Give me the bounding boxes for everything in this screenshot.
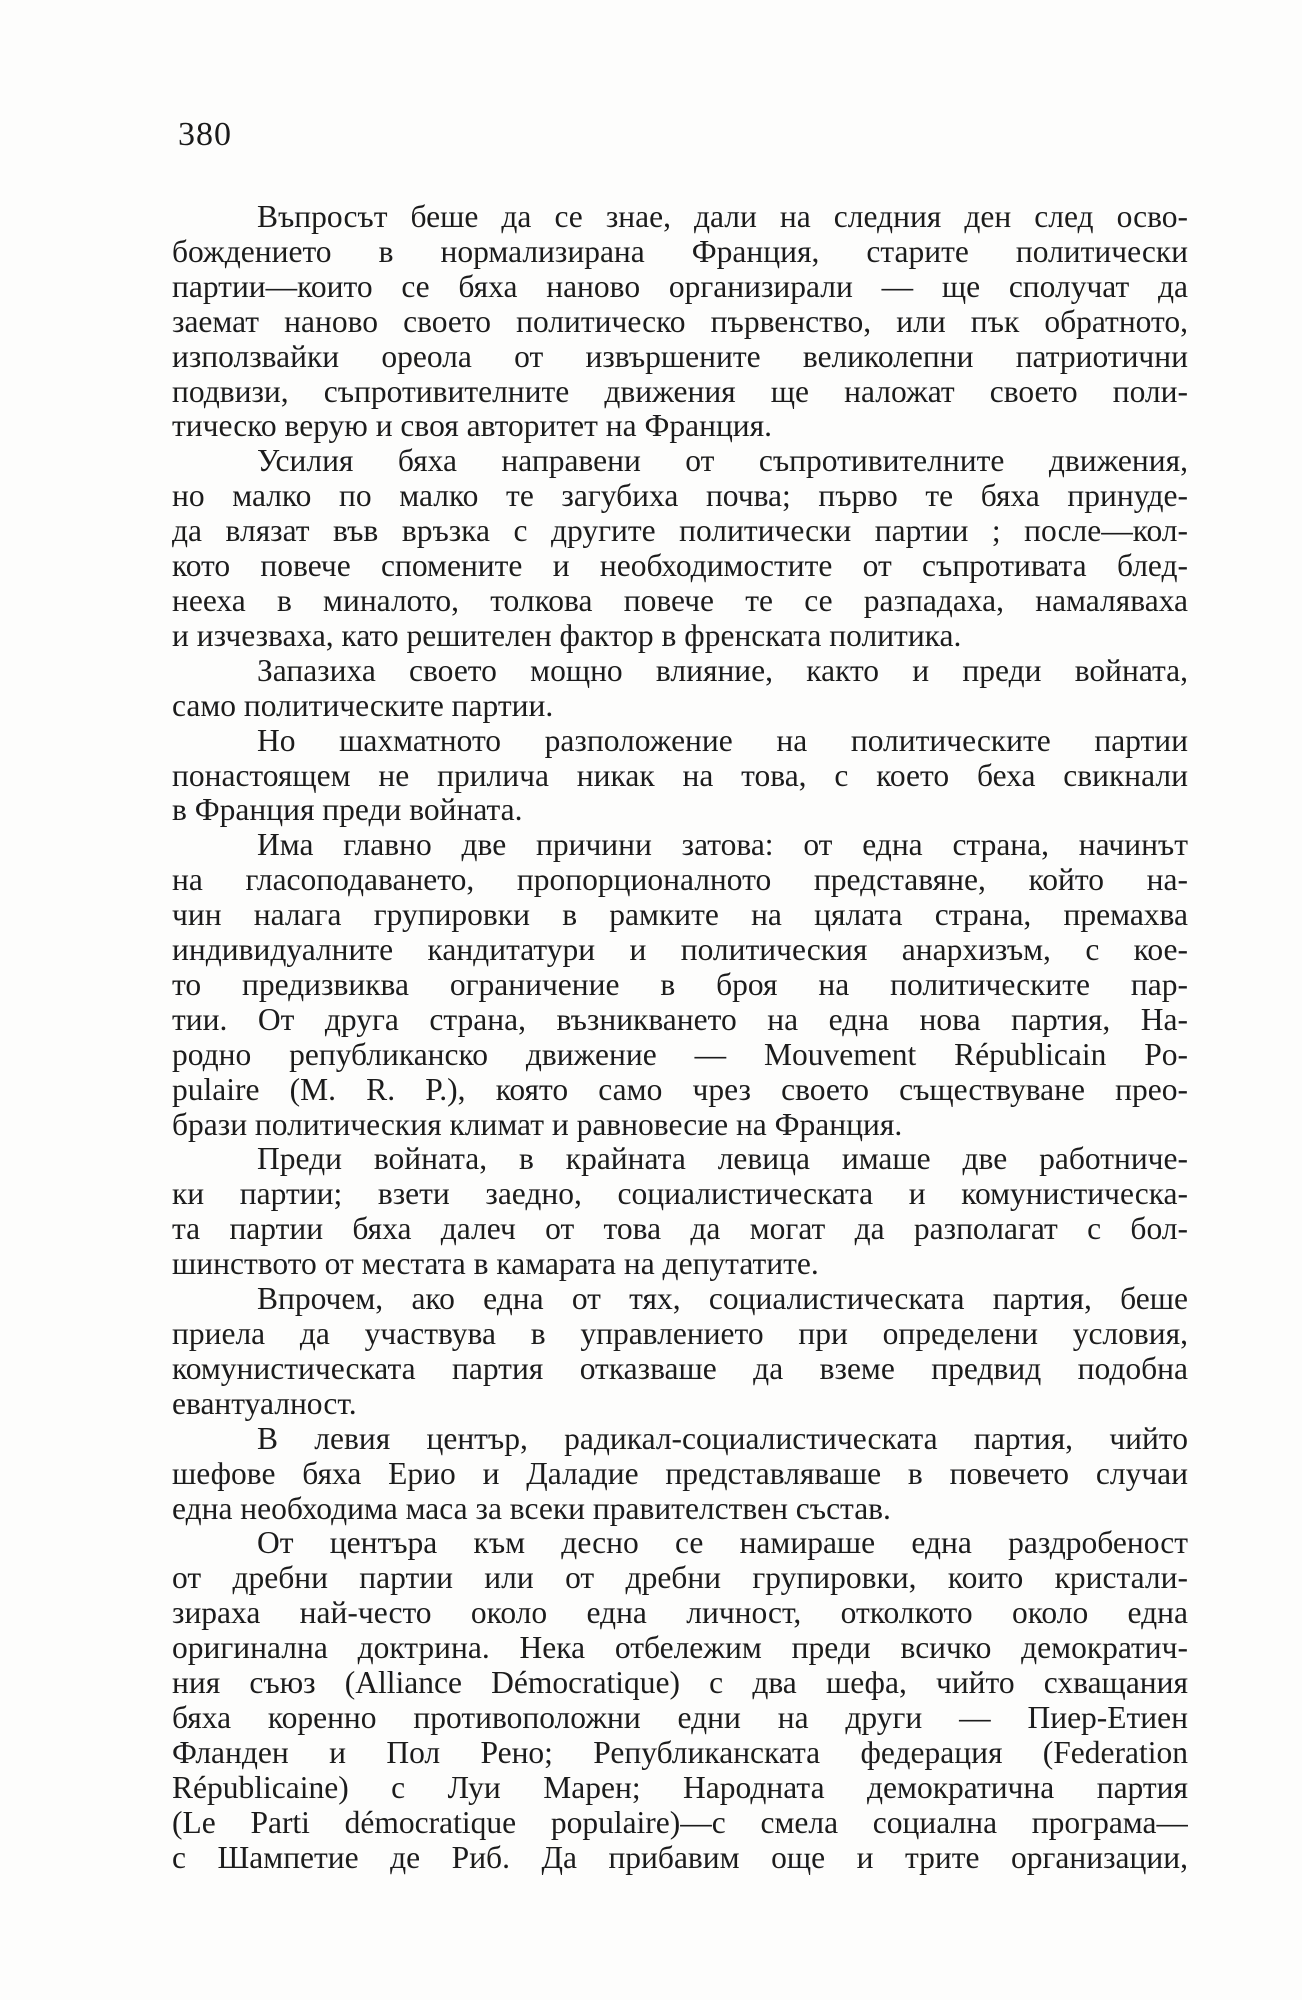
- text-line: родно републиканско движение — Mouvement Républicain Po-: [172, 1037, 1188, 1072]
- text-line: ния съюз (Alliance Démocratique) с два шефа, чийто схващания: [172, 1666, 1188, 1701]
- text-line: но малко по малко те загубиха почва; първо те бяха принуде-: [172, 479, 1188, 514]
- text-line: да влязат във връзка с другите политически партии ; после—кол-: [172, 514, 1188, 549]
- text-line: брази политическия климат и равновесие на Франция.: [172, 1107, 903, 1142]
- body-text: [172, 200, 1188, 1876]
- text-line: Преди войната, в крайната левица имаше две работниче-: [257, 1142, 1188, 1177]
- paragraph: [172, 654, 1188, 724]
- text-line: ки партии; взети заедно, социалистическата и комунистическа-: [172, 1177, 1188, 1212]
- paragraph: [172, 444, 1188, 653]
- text-line: Но шахматното разположение на политическите партии: [257, 723, 1188, 758]
- text-line: заемат наново своето политическо първенство, или пък обратното,: [172, 304, 1188, 339]
- text-line: та партии бяха далеч от това да могат да разполагат с бол-: [172, 1212, 1188, 1247]
- text-line: то предизвиква ограничение в броя на политическите пар-: [172, 967, 1188, 1002]
- text-line: и изчезваха, като решителен фактор в френската политика.: [172, 618, 962, 653]
- text-line: от дребни партии или от дребни групировки, които кристали-: [172, 1561, 1188, 1596]
- paragraph: [172, 1526, 1188, 1875]
- text-line: шинството от местата в камарата на депутатите.: [172, 1247, 819, 1282]
- page-number: 380: [178, 116, 232, 153]
- text-line: индивидуалните кандитатури и политическия анархизъм, с кое-: [172, 933, 1188, 968]
- text-line: нееха в миналото, толкова повече те се разпадаха, намаляваха: [172, 583, 1188, 618]
- text-line: Въпросът беше да се знае, дали на следния ден след осво-: [257, 200, 1188, 234]
- text-line: оригинална доктрина. Нека отбележим преди всичко демократич-: [172, 1631, 1188, 1666]
- text-line: бождението в нормализирана Франция, старите политически: [172, 234, 1188, 269]
- text-line: зираха най-често около една личност, отколкото около една: [172, 1596, 1188, 1631]
- text-line: тии. От друга страна, възникването на една нова партия, На-: [172, 1002, 1188, 1037]
- text-line: една необходима маса за всеки правителствен състав.: [172, 1491, 891, 1526]
- paragraph: [172, 724, 1188, 829]
- text-line: В левия център, радикал-социалистическата партия, чийто: [257, 1421, 1188, 1456]
- text-line: бяха коренно противоположни едни на други — Пиер-Етиен: [172, 1700, 1188, 1735]
- text-line: използвайки ореола от извършените великолепни патриотични: [172, 339, 1188, 374]
- text-line: подвизи, съпротивителните движения ще наложат своето поли-: [172, 374, 1188, 409]
- paragraph: [172, 1142, 1188, 1282]
- paragraph: [172, 200, 1188, 444]
- text-line: шефове бяха Ерио и Даладие представляваше в повечето случаи: [172, 1456, 1188, 1491]
- paragraph: [172, 1422, 1188, 1527]
- text-line: Усилия бяха направени от съпротивителните движения,: [257, 444, 1188, 479]
- text-line: на гласоподаването, пропорционалното представяне, който на-: [172, 863, 1188, 898]
- text-line: кото повече спомените и необходимостите от съпротивата блед-: [172, 549, 1188, 584]
- text-line: приела да участвува в управлението при определени условия,: [172, 1317, 1188, 1351]
- text-line: чин налага групировки в рамките на цялата страна, премахва: [172, 898, 1188, 933]
- text-line: комунистическата партия отказваше да вземе предвид подобна: [172, 1351, 1188, 1386]
- text-line: тическо верую и своя авторитет на Франция.: [172, 409, 773, 444]
- text-line: Républicaine) с Луи Марен; Народната демократична партия: [172, 1770, 1188, 1805]
- text-line: само политическите партии.: [172, 688, 554, 723]
- text-line: Запазиха своето мощно влияние, както и преди войната,: [257, 653, 1188, 688]
- text-line: Фланден и Пол Рено; Републиканската федерация (Federation: [172, 1735, 1188, 1770]
- paragraph: [172, 828, 1188, 1142]
- text-line: партии—които се бяха наново организирали — ще сполучат да: [172, 269, 1188, 304]
- text-line: Има главно две причини затова: от една страна, начинът: [257, 828, 1188, 863]
- text-line: в Франция преди войната.: [172, 793, 523, 828]
- text-line: (Le Parti démocratique populaire)—с смела социална програма—: [172, 1805, 1188, 1840]
- text-line: От центъра към десно се намираше една раздробеност: [257, 1526, 1188, 1561]
- paragraph: [172, 1282, 1188, 1422]
- text-line: Впрочем, ако една от тях, социалистическата партия, беше: [257, 1282, 1188, 1317]
- text-line: с Шампетие де Риб. Да прибавим още и трите организации,: [172, 1840, 1188, 1875]
- text-line: понастоящем не прилича никак на това, с което беха свикнали: [172, 758, 1188, 793]
- text-line: pulaire (M. R. P.), която само чрез своето съществуване прео-: [172, 1072, 1188, 1107]
- text-line: евантуалност.: [172, 1386, 357, 1421]
